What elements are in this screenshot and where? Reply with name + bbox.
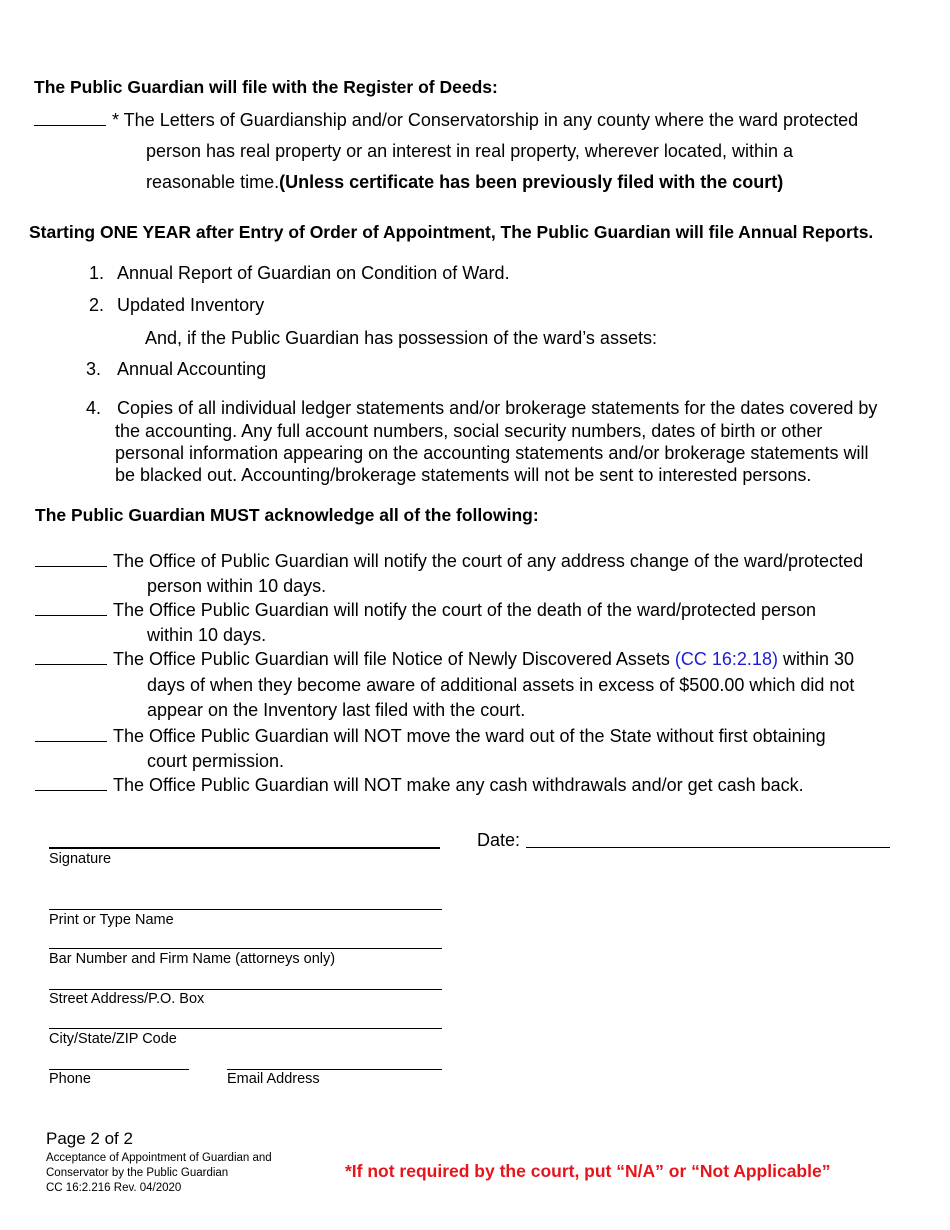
initial-blank-ack-5[interactable]	[35, 773, 107, 791]
register-item-line3-plain: reasonable time.	[146, 172, 280, 192]
annual-item-1-text: Annual Report of Guardian on Condition of Ward.	[117, 263, 510, 283]
annual-item-2-text: Updated Inventory	[117, 295, 265, 315]
email-line[interactable]	[227, 1069, 442, 1070]
bar-number-label: Bar Number and Firm Name (attorneys only)	[49, 951, 336, 967]
annual-item-4-line2: the accounting. Any full account numbers, social security numbers, dates of birth or other	[115, 421, 823, 441]
ack-5-line1: The Office Public Guardian will NOT make any cash withdrawals and/or get cash back.	[113, 775, 804, 795]
phone-label: Phone	[49, 1071, 91, 1087]
annual-item-2	[89, 295, 104, 316]
signature-label: Signature	[49, 851, 112, 867]
register-heading: The Public Guardian will file with the Register of Deeds:	[34, 77, 498, 97]
register-item-line2: person has real property or an interest in real property, wherever located, within a	[146, 141, 793, 161]
annual-item-4-line3: personal information appearing on the accounting statements and/or brokerage statements will	[115, 443, 869, 463]
print-name-line[interactable]	[49, 909, 442, 910]
annual-item-3-num: 3.	[86, 359, 102, 379]
bar-number-line[interactable]	[49, 948, 442, 949]
ack-3-line1-pre: The Office Public Guardian will file Notice of Newly Discovered Assets	[113, 649, 675, 669]
street-line[interactable]	[49, 989, 442, 990]
annual-item-4-num: 4.	[86, 398, 102, 418]
acknowledge-heading: The Public Guardian MUST acknowledge all of the following:	[35, 505, 539, 525]
ack-2-line1: The Office Public Guardian will notify the court of the death of the ward/protected person	[113, 600, 817, 620]
ack-1-line2: person within 10 days.	[147, 576, 327, 596]
annual-item-4-line4: be blacked out. Accounting/brokerage statements will not be sent to interested persons.	[115, 465, 812, 485]
ack-item-4	[35, 724, 826, 747]
ack-2-line2: within 10 days.	[147, 625, 267, 645]
ack-item-2	[35, 598, 816, 621]
initial-blank-register[interactable]	[34, 108, 106, 126]
register-item-line1: * The Letters of Guardianship and/or Conservatorship in any county where the ward protected	[112, 110, 859, 130]
ack-item-3	[35, 647, 854, 670]
register-item	[34, 108, 858, 131]
date-line[interactable]	[526, 847, 890, 848]
form-code: CC 16:2.216 Rev. 04/2020	[46, 1182, 182, 1194]
form-title-line2: Conservator by the Public Guardian	[46, 1167, 229, 1179]
email-label: Email Address	[227, 1071, 320, 1087]
annual-item-3-text: Annual Accounting	[117, 359, 267, 379]
ack-item-1	[35, 549, 863, 572]
annual-item-1-num: 1.	[89, 263, 105, 283]
ack-3-line1-post: within 30	[777, 649, 854, 669]
street-label: Street Address/P.O. Box	[49, 991, 205, 1007]
ack-1-line1: The Office of Public Guardian will notify the court of any address change of the ward/protected	[113, 551, 864, 571]
page-number: Page 2 of 2	[46, 1129, 133, 1148]
annual-item-2-num: 2.	[89, 295, 105, 315]
possession-note: And, if the Public Guardian has possession of the ward’s assets:	[145, 328, 657, 348]
initial-blank-ack-3[interactable]	[35, 647, 107, 665]
annual-heading: Starting ONE YEAR after Entry of Order of Appointment, The Public Guardian will file Annual Reports.	[29, 222, 874, 242]
phone-line[interactable]	[49, 1069, 189, 1070]
register-item-line3-bold: (Unless certificate has been previously filed with the court)	[279, 172, 784, 192]
initial-blank-ack-4[interactable]	[35, 724, 107, 742]
city-label: City/State/ZIP Code	[49, 1031, 177, 1047]
initial-blank-ack-1[interactable]	[35, 549, 107, 567]
print-name-label: Print or Type Name	[49, 912, 174, 928]
initial-blank-ack-2[interactable]	[35, 598, 107, 616]
form-title-line1: Acceptance of Appointment of Guardian and	[46, 1152, 272, 1164]
register-item-line3	[146, 172, 783, 193]
date-label: Date:	[477, 830, 521, 850]
annual-item-1	[89, 263, 104, 284]
city-line[interactable]	[49, 1028, 442, 1029]
ack-3-line3: appear on the Inventory last filed with the court.	[147, 700, 526, 720]
ack-4-line1: The Office Public Guardian will NOT move the ward out of the State without first obtaining	[113, 726, 826, 746]
ack-3-line2: days of when they become aware of additional assets in excess of $500.00 which did not	[147, 675, 855, 695]
annual-item-4-line1: Copies of all individual ledger statements and/or brokerage statements for the dates covered by	[117, 398, 878, 418]
ack-4-line2: court permission.	[147, 751, 285, 771]
signature-line[interactable]	[49, 847, 440, 849]
ack-item-5	[35, 773, 804, 796]
na-notice: *If not required by the court, put “N/A” or “Not Applicable”	[345, 1161, 831, 1181]
cc-16-2-18-link[interactable]: (CC 16:2.18)	[674, 649, 778, 669]
